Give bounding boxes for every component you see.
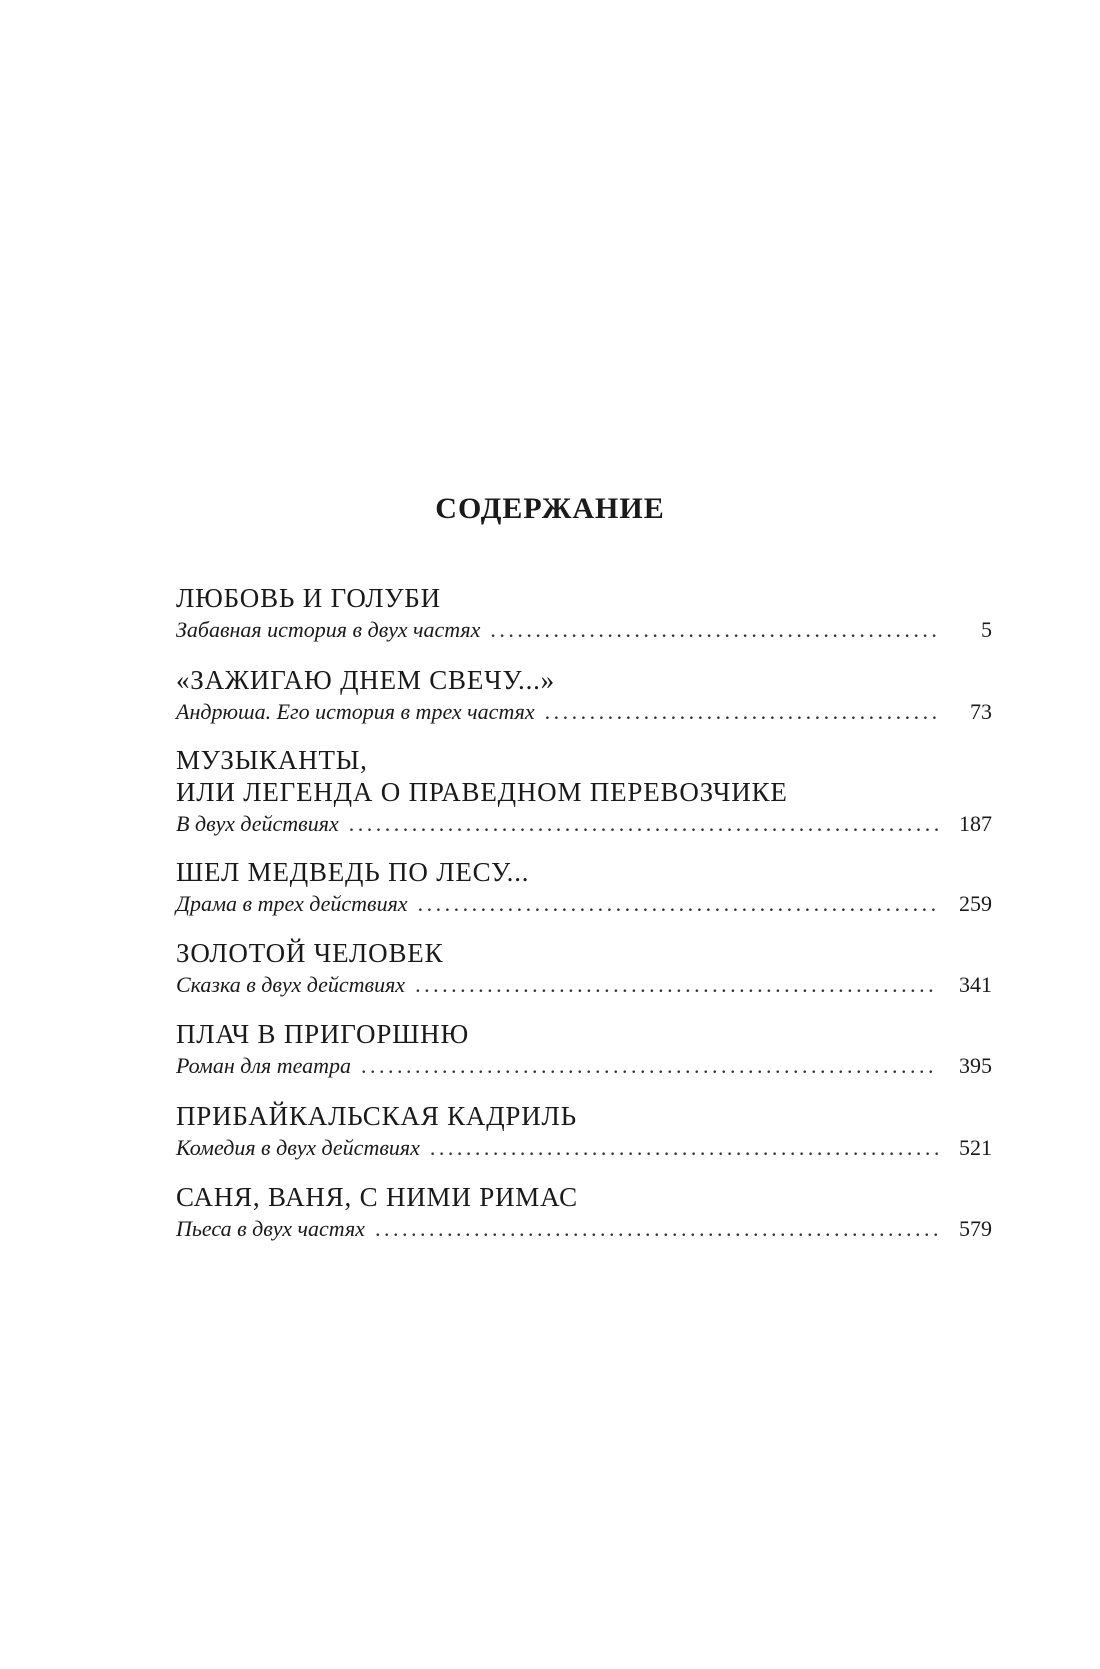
entry-title: САНЯ, ВАНЯ, С НИМИ РИМАС [176, 1182, 578, 1212]
entry-page-number: 5 [981, 617, 992, 642]
dot-leader [545, 696, 938, 728]
dot-leader [361, 1050, 938, 1082]
entry-subtitle-row [176, 1050, 992, 1082]
entry-subtitle: Роман для театра [176, 1053, 351, 1078]
entry-title-continuation: ИЛИ ЛЕГЕНДА О ПРАВЕДНОМ ПЕРЕВОЗЧИКЕ [176, 777, 788, 807]
entry-page-number: 521 [959, 1135, 992, 1160]
dot-leader [490, 614, 938, 646]
table-of-contents [176, 0, 992, 1669]
entry-title: «ЗАЖИГАЮ ДНЕМ СВЕЧУ...» [176, 665, 555, 695]
entry-page-number: 341 [959, 972, 992, 997]
entry-page-number: 259 [959, 891, 992, 916]
toc-entry [176, 856, 992, 920]
entry-subtitle: Андрюша. Его история в трех частях [176, 699, 535, 724]
dot-leader [418, 888, 938, 920]
toc-entry [176, 744, 992, 840]
entry-subtitle-row [176, 1213, 992, 1245]
entry-subtitle-row [176, 808, 992, 840]
entry-subtitle: Пьеса в двух частях [176, 1216, 365, 1241]
entry-title: ПРИБАЙКАЛЬСКАЯ КАДРИЛЬ [176, 1101, 577, 1131]
entry-subtitle: Сказка в двух действиях [176, 972, 406, 997]
dot-leader [375, 1213, 938, 1245]
entry-subtitle-row [176, 888, 992, 920]
entry-subtitle: Драма в трех действиях [176, 891, 408, 916]
toc-entry [176, 1018, 992, 1082]
entry-title: ШЕЛ МЕДВЕДЬ ПО ЛЕСУ... [176, 857, 530, 887]
entry-page-number: 187 [959, 811, 992, 836]
entry-subtitle-row [176, 969, 992, 1001]
entry-subtitle-row [176, 696, 992, 728]
entry-title: ПЛАЧ В ПРИГОРШНЮ [176, 1019, 470, 1049]
toc-entry [176, 664, 992, 728]
entry-subtitle: Забавная история в двух частях [176, 617, 481, 642]
entry-title: МУЗЫКАНТЫ, [176, 745, 368, 775]
dot-leader [349, 808, 938, 840]
toc-entry [176, 1181, 992, 1245]
entry-subtitle-row [176, 1132, 992, 1164]
dot-leader [415, 969, 938, 1001]
entry-subtitle: Комедия в двух действиях [176, 1135, 420, 1160]
entry-page-number: 395 [959, 1053, 992, 1078]
toc-heading: СОДЕРЖАНИЕ [435, 492, 665, 525]
toc-entry [176, 937, 992, 1001]
entry-title: ЗОЛОТОЙ ЧЕЛОВЕК [176, 938, 444, 968]
entry-page-number: 579 [959, 1216, 992, 1241]
entry-title: ЛЮБОВЬ И ГОЛУБИ [176, 583, 441, 613]
toc-entry [176, 582, 992, 646]
entry-subtitle: В двух действиях [176, 811, 339, 836]
toc-entry [176, 1100, 992, 1164]
entry-subtitle-row [176, 614, 992, 646]
dot-leader [430, 1132, 938, 1164]
entry-page-number: 73 [970, 699, 992, 724]
